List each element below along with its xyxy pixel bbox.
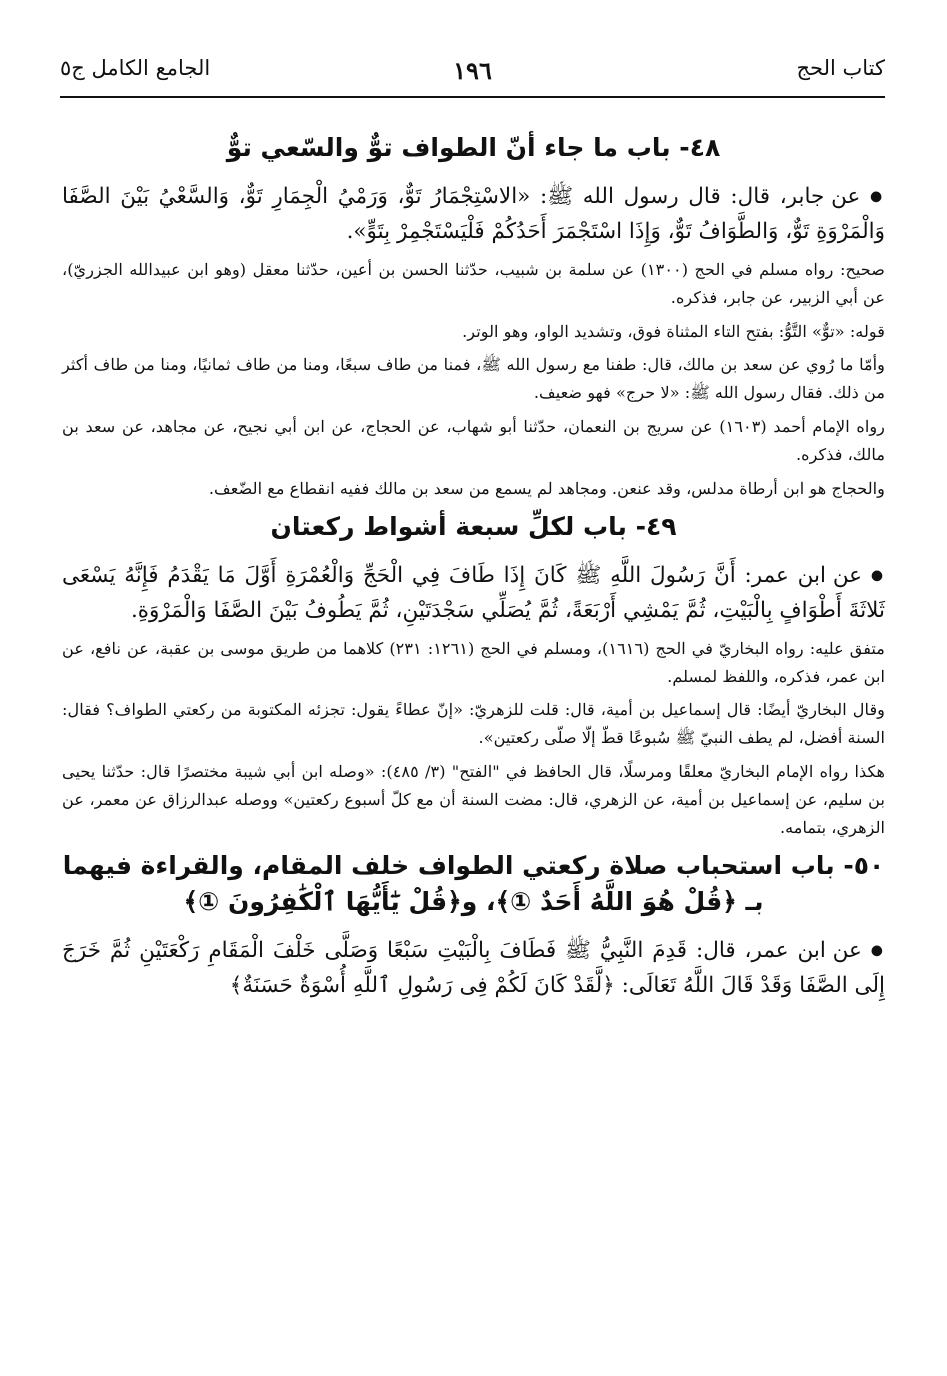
volume-title: الجامع الكامل ج٥ — [60, 56, 211, 80]
page-header — [60, 56, 885, 94]
bullet-icon: ● — [870, 942, 886, 959]
bullet-icon: ● — [869, 188, 885, 205]
page-number: ١٩٦ — [453, 56, 492, 85]
takhrij-note: صحيح: رواه مسلم في الحج (١٣٠٠) عن سلمة بن شبيب، حدّثنا الحسن بن أعين، حدّثنا معقل (وهو ابن عبيدالله الجزريّ)، عن أبي الزبير، عن جابر، فذكره. — [62, 259, 885, 307]
chapter-49-title: ٤٩- باب لكلِّ سبعة أشواط ركعتان — [270, 511, 677, 541]
ahmad-note: رواه الإمام أحمد (١٦٠٣) عن سريج بن النعمان، حدّثنا أبو شهاب، عن الحجاج، عن ابن أبي نجيح، عن مجاهد، عن سعد بن مالك، فذكره. — [62, 417, 885, 465]
chapter-50 — [62, 848, 885, 1004]
hadith-text: عن جابر، قال: قال رسول الله ﷺ: «الاسْتِجْمَارُ تَوٌّ، وَرَمْيُ الْجِمَارِ تَوٌّ، وَالسَّعْيُ بَيْنَ الصَّفَا وَالْمَرْوَةِ تَوٌّ، وَالطَّوَافُ تَوٌّ، وَإِذَا اسْتَجْمَرَ أَحَدُكُمْ فَلْيَسْتَجْمِرْ بِتَوٍّ». — [62, 184, 885, 245]
chapter-48-hadith — [62, 180, 885, 250]
explanation-note: قوله: «توٌّ» التَّوُّ: بفتح التاء المثناة فوق، وتشديد الواو، وهو الوتر. — [462, 321, 885, 341]
agreed-upon-note: متفق عليه: رواه البخاريّ في الحج (١٦١٦)، ومسلم في الحج (١٢٦١: ٢٣١) كلاهما من طريق موسى بن عقبة، عن نافع، عن ابن عمر، فذكره، واللفظ لمسلم. — [62, 638, 885, 686]
book-title: كتاب الحج — [796, 56, 885, 80]
bullet-icon: ● — [870, 567, 885, 584]
chapter-48-title: ٤٨- باب ما جاء أنّ الطواف توٌّ والسّعي توٌّ — [226, 133, 721, 162]
bukhari-note: وقال البخاريّ أيضًا: قال إسماعيل بن أمية، قال: قلت للزهريّ: «إنّ عطاءً يقول: تجزئه المكتوبة من ركعتي الطواف؟ فقال: السنة أفضل، لم يطف النبيّ ﷺ سُبوعًا قطّ إلّا صلّى ركعتين». — [62, 700, 885, 748]
hadith-text: عن ابن عمر: أَنَّ رَسُولَ اللَّهِ ﷺ كَانَ إِذَا طَافَ فِي الْحَجِّ وَالْعُمْرَةِ أَوَّلَ مَا يَقْدَمُ فَإِنَّهُ يَسْعَى ثَلاثَةَ أَطْوَافٍ بِالْبَيْتِ، ثُمَّ يَمْشِي أَرْبَعَةً، ثُمَّ يُصَلِّي سَجْدَتَيْنِ، ثُمَّ يَطُوفُ بَيْنَ الصَّفَا وَالْمَرْوَةِ. — [62, 563, 885, 623]
hadith-text: عن ابن عمر، قال: قَدِمَ النَّبِيُّ ﷺ فَطَافَ بِالْبَيْتِ سَبْعًا وَصَلَّى خَلْفَ الْمَقَامِ رَكْعَتَيْنِ ثُمَّ خَرَجَ إِلَى الصَّفَا وَقَدْ قَالَ اللَّهُ تَعَالَى: ﴿لَّقَدْ كَانَ لَكُمْ فِى رَسُولِ ٱللَّهِ أُسْوَةٌ حَسَنَةٌ﴾ — [62, 938, 885, 999]
chapter-50-hadith — [62, 934, 885, 1004]
chapter-49-hadith — [62, 559, 885, 629]
header-rule — [60, 96, 885, 98]
chapter-48 — [62, 130, 885, 503]
chapter-50-title: ٥٠- باب استحباب صلاة ركعتي الطواف خلف المقام، والقراءة فيهما بـ ﴿قُلْ هُوَ اللَّهُ أَحَدٌ ①﴾، و﴿قُلْ يَٰٓأَيُّهَا ٱلْكَٰفِرُونَ ①﴾ — [62, 850, 885, 916]
page-content — [62, 130, 885, 1010]
fath-note: هكذا رواه الإمام البخاريّ معلقًا ومرسلًا، قال الحافظ في "الفتح" (٣/ ٤٨٥): «وصله ابن أبي شيبة مختصرًا قال: حدّثنا يحيى بن سليم، عن إسماعيل بن أمية، عن الزهري، قال: مضت السنة أن مع كلّ أسبوع ركعتين» ووصله عبدالرزاق عن معمر، عن الزهري، بتمامه. — [62, 762, 885, 837]
weak-report-note: وأمّا ما رُوي عن سعد بن مالك، قال: طفنا مع رسول الله ﷺ، فمنا من طاف سبعًا، ومنا من طاف ثمانيًا، ومنا من طاف أكثر من ذلك. فقال رسول الله ﷺ: «لا حرج» فهو ضعيف. — [62, 355, 885, 403]
hajjaj-note: والحجاج هو ابن أرطاة مدلس، وقد عنعن. ومجاهد لم يسمع من سعد بن مالك ففيه انقطاع مع الضّعف. — [208, 478, 885, 498]
chapter-49 — [62, 509, 885, 842]
